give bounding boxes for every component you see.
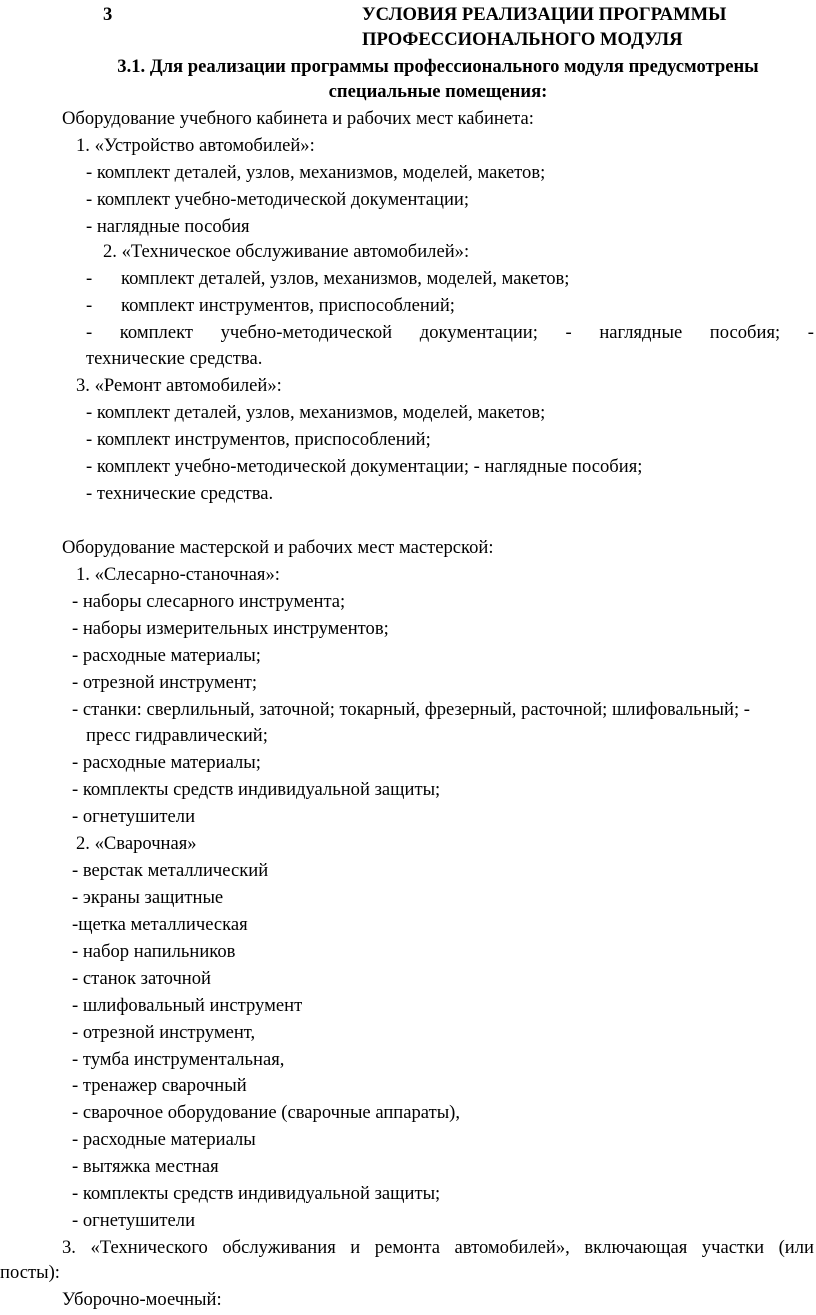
workshop-item3-sub: Уборочно-моечный:: [62, 1289, 222, 1310]
workshop-item2-title: 2. «Сварочная»: [76, 833, 197, 854]
section-title-line1: УСЛОВИЯ РЕАЛИЗАЦИИ ПРОГРАММЫ: [362, 4, 727, 25]
list-item: - расходные материалы: [72, 1129, 256, 1150]
workshop-item3-title-continuation: посты):: [0, 1262, 60, 1283]
section-number: 3: [103, 4, 113, 25]
list-item: - комплект деталей, узлов, механизмов, моделей, макетов;: [86, 162, 546, 183]
list-item: - отрезной инструмент,: [72, 1022, 256, 1043]
list-item: - станки: сверлильный, заточной; токарный, фрезерный, расточной; шлифовальный; -: [72, 699, 750, 720]
list-item: - технические средства.: [86, 483, 274, 504]
workshop-intro: Оборудование мастерской и рабочих мест мастерской:: [62, 537, 494, 558]
list-item: - верстак металлический: [72, 860, 269, 881]
list-item: - вытяжка местная: [72, 1156, 219, 1177]
subsection-title-line2: специальные помещения:: [328, 81, 548, 102]
subsection-title-line1: 3.1. Для реализации программы профессионального модуля предусмотрены: [117, 56, 759, 77]
list-item: комплект деталей, узлов, механизмов, моделей, макетов;: [121, 268, 570, 289]
list-item: - наборы измерительных инструментов;: [72, 618, 389, 639]
list-item-continuation: технические средства.: [86, 348, 263, 369]
workshop-item1-title: 1. «Слесарно-станочная»:: [76, 564, 280, 585]
list-item: - станок заточной: [72, 968, 211, 989]
list-dash: -: [86, 268, 93, 289]
section-title-line2: ПРОФЕССИОНАЛЬНОГО МОДУЛЯ: [362, 29, 683, 50]
list-dash: -: [86, 295, 93, 316]
list-item: - набор напильников: [72, 941, 236, 962]
list-item: - расходные материалы;: [72, 752, 261, 773]
list-item: комплект инструментов, приспособлений;: [121, 295, 455, 316]
list-item: - расходные материалы;: [72, 645, 261, 666]
list-item-continuation: пресс гидравлический;: [86, 725, 268, 746]
list-item: - шлифовальный инструмент: [72, 995, 303, 1016]
list-item: - комплект учебно-методической документации;: [86, 189, 470, 210]
classroom-intro: Оборудование учебного кабинета и рабочих мест кабинета:: [62, 108, 534, 129]
list-item: - наборы слесарного инструмента;: [72, 591, 346, 612]
list-item: - тумба инструментальная,: [72, 1049, 285, 1070]
list-item: - отрезной инструмент;: [72, 672, 258, 693]
list-item: - комплект деталей, узлов, механизмов, моделей, макетов;: [86, 402, 546, 423]
classroom-item1-title: 1. «Устройство автомобилей»:: [76, 135, 315, 156]
list-item: - комплекты средств индивидуальной защиты;: [72, 1183, 441, 1204]
list-item: - огнетушители: [72, 1210, 196, 1231]
workshop-item3-title: 3. «Технического обслуживания и ремонта автомобилей», включающая участки (или: [62, 1237, 814, 1258]
list-item: - тренажер сварочный: [72, 1075, 247, 1096]
list-item: -щетка металлическая: [72, 914, 248, 935]
list-item: - комплект инструментов, приспособлений;: [86, 429, 431, 450]
classroom-item2-title: 2. «Техническое обслуживание автомобилей»:: [103, 241, 470, 262]
list-item: - экраны защитные: [72, 887, 224, 908]
list-item: - сварочное оборудование (сварочные аппараты),: [72, 1102, 461, 1123]
list-item-long: - комплект учебно-методической документации; - наглядные пособия; -: [86, 322, 814, 343]
list-item: - огнетушители: [72, 806, 196, 827]
list-item: - комплект учебно-методической документации; - наглядные пособия;: [86, 456, 643, 477]
classroom-item3-title: 3. «Ремонт автомобилей»:: [76, 375, 282, 396]
list-item: - комплекты средств индивидуальной защиты;: [72, 779, 441, 800]
list-item: - наглядные пособия: [86, 216, 250, 237]
